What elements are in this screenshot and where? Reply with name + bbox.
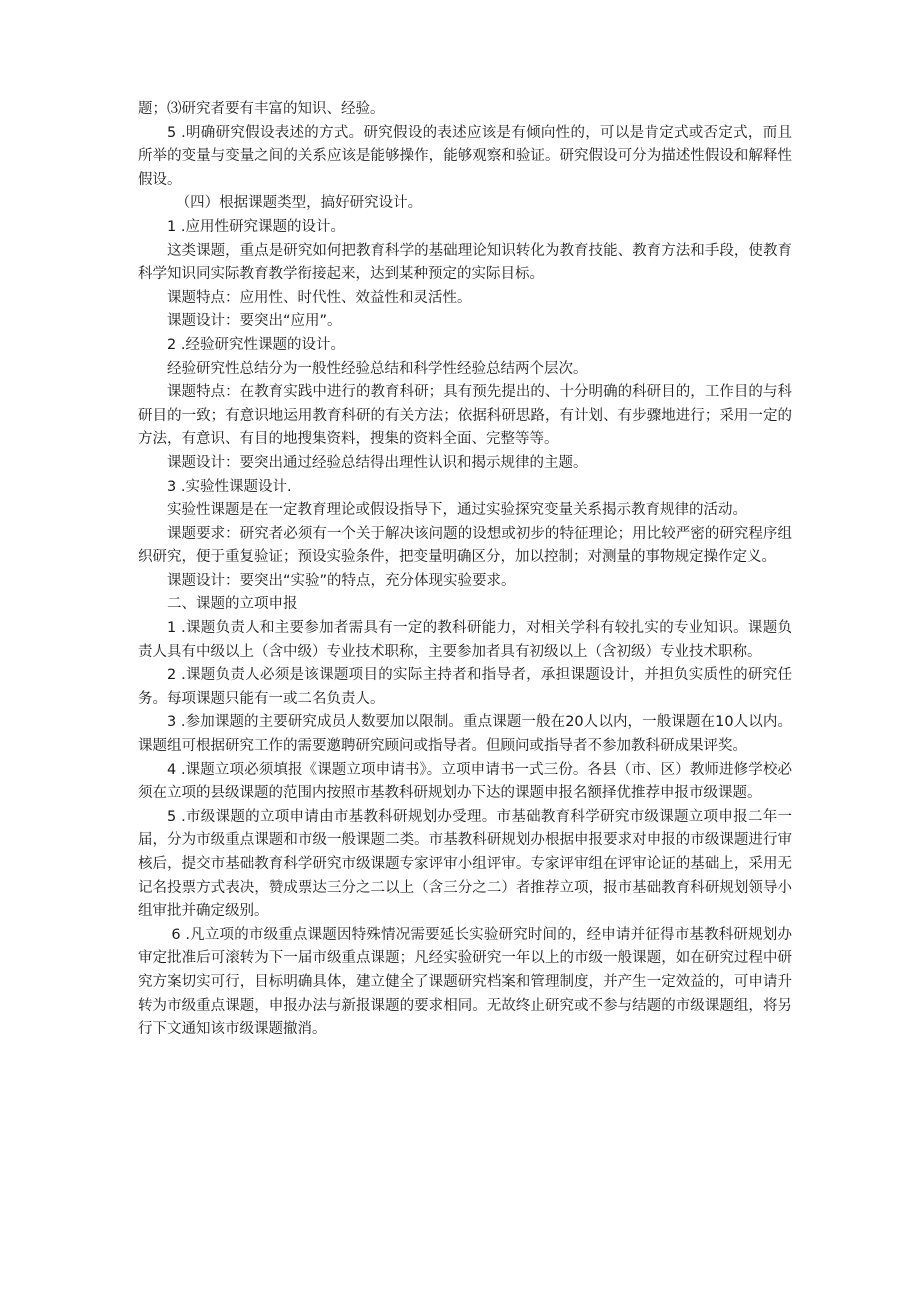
paragraph-applied-design: 课题设计：要突出“应用”。 (167, 313, 342, 330)
subheading-experience-research: 2 .经验研究性课题的设计。 (167, 336, 345, 353)
paragraph-knowledge-requirement: 题；⑶研究者要有丰富的知识、经验。 (138, 101, 385, 117)
paragraph-hypothesis-statement: 5 .明确研究假设表述的方式。研究假设的表述应该是有倾向性的，可以是肯定式或否定式，而且所举的变量与变量之间的关系应该是能够操作，能够观察和验证。研究假设可分为描述性假设和解释性假设。 (138, 124, 792, 188)
section-heading-research-design: （四）根据课题类型，搞好研究设计。 (175, 195, 423, 212)
paragraph-experience-design: 课题设计：要突出通过经验总结得出理性认识和揭示规律的主题。 (167, 454, 588, 471)
paragraph-rule-6: 6 .凡立项的市级重点课题因特殊情况需要延长实验研究时间的，经申请并征得市基教科研规划办审定批准后可滚转为下一届市级重点课题；凡经实验研究一年以上的市级一般课题，如在研究过程中研究方案切实可行，目标明确具体，建立健全了课题研究档案和管理制度，并产生一定效益的，可申请升转为市级重点课题，申报办法与新报课题的要求相同。无故终止研究或不参与结题的市级课题组，将另行下文通知该市级课题撤消。 (138, 926, 792, 1038)
paragraph-rule-2: 2 .课题负责人必须是该课题项目的实际主持者和指导者，承担课题设计，并担负实质性的研究任务。每项课题只能有一或二名负责人。 (138, 667, 792, 707)
paragraph-rule-1: 1 .课题负责人和主要参加者需具有一定的教科研能力，对相关学科有较扎实的专业知识。课题负责人具有中级以上（含中级）专业技术职称，主要参加者具有初级以上（含初级）专业技术职称。 (138, 620, 792, 660)
subheading-applied-research: 1 .应用性研究课题的设计。 (167, 218, 345, 235)
document-page (138, 98, 792, 1042)
paragraph-experimental-requirements: 课题要求：研究者必须有一个关于解决该问题的设想或初步的特征理论；用比较严密的研究程序组织研究，便于重复验证；预设实验条件，把变量明确区分，加以控制；对测量的事物规定操作定义。 (138, 525, 792, 566)
paragraph-applied-features: 课题特点：应用性、时代性、效益性和灵活性。 (167, 289, 472, 306)
paragraph-experimental-desc: 实验性课题是在一定教育理论或假设指导下，通过实验探究变量关系揭示教育规律的活动。 (167, 502, 747, 519)
paragraph-rule-3: 3 .参加课题的主要研究成员人数要加以限制。重点课题一般在20人以内，一般课题在10人以内。课题组可根据研究工作的需要邀聘研究顾问或指导者。但顾问或指导者不参加教科研成果评奖。 (138, 714, 792, 755)
paragraph-applied-research-desc: 这类课题，重点是研究如何把教育科学的基础理论知识转化为教育技能、教育方法和手段，使教育科学知识同实际教育教学衔接起来，达到某种预定的实际目标。 (138, 242, 792, 283)
paragraph-experience-features: 课题特点：在教育实践中进行的教育科研；具有预先提出的、十分明确的科研目的，工作目的与科研目的一致；有意识地运用教育科研的有关方法；依据科研思路，有计划、有步骤地进行；采用一定的方法，有意识、有目的地搜集资料，搜集的资料全面、完整等等。 (138, 384, 792, 448)
section-heading-project-application: 二、课题的立项申报 (167, 596, 298, 613)
paragraph-rule-4: 4 .课题立项必须填报《课题立项申请书》。立项申请书一式三份。各县（市、区）教师进修学校必须在立项的县级课题的范围内按照市基教科研规划办下达的课题申报名额择优推荐申报市级课题。 (138, 761, 792, 802)
subheading-experimental-research: 3 .实验性课题设计. (167, 478, 292, 495)
paragraph-rule-5: 5 .市级课题的立项申请由市基教科研规划办受理。市基础教育科学研究市级课题立项申报二年一届，分为市级重点课题和市级一般课题二类。市基教科研规划办根据申报要求对申报的市级课题进行审核后，提交市基础教育科学研究市级课题专家评审小组评审。专家评审组在评审论证的基础上，采用无记名投票方式表决，赞成票达三分之二以上（含三分之二）者推荐立项，报市基础教育科研规划领导小组审批并确定级别。 (138, 808, 792, 920)
paragraph-experience-levels: 经验研究性总结分为一般性经验总结和科学性经验总结两个层次。 (167, 360, 588, 377)
paragraph-experimental-design: 课题设计：要突出“实验”的特点，充分体现实验要求。 (167, 572, 516, 589)
